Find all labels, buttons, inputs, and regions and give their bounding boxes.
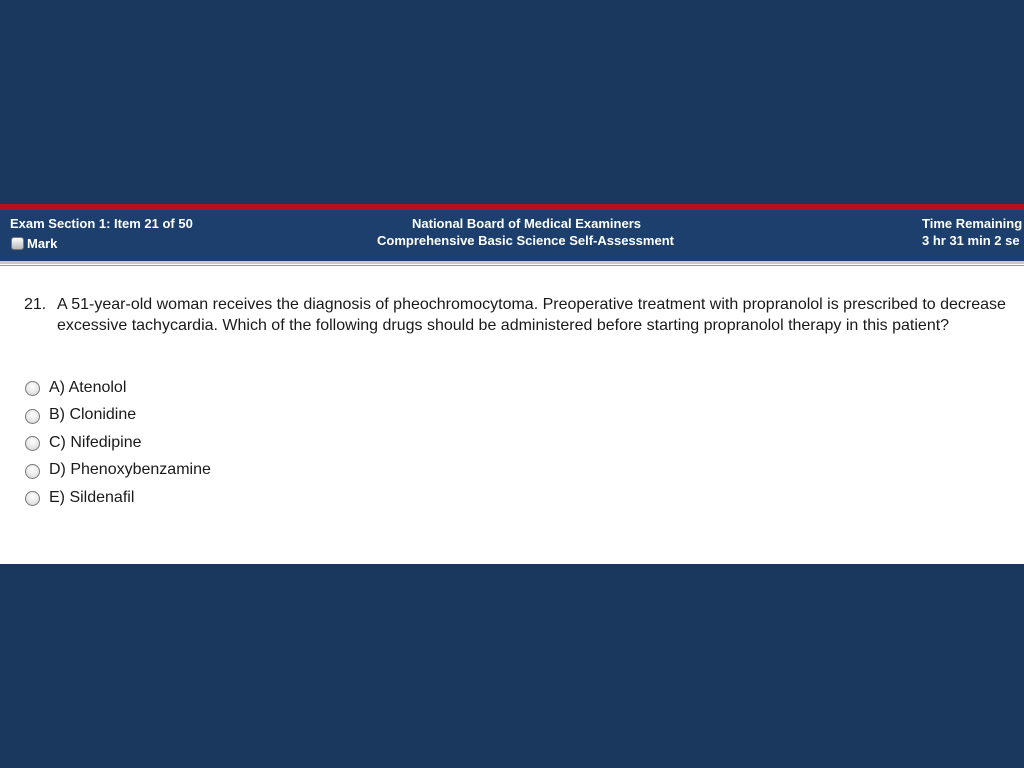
radio-button-icon[interactable] [25, 436, 40, 451]
choice-label: C) Nifedipine [49, 433, 142, 451]
exam-header [0, 210, 1024, 261]
radio-button-icon[interactable] [25, 464, 40, 479]
org-name: National Board of Medical Examiners [412, 216, 642, 231]
question-text [24, 294, 1014, 336]
answer-choice-b[interactable] [25, 402, 211, 430]
choice-label: D) Phenoxybenzamine [49, 461, 211, 479]
mark-label: Mark [27, 236, 58, 251]
question-stem: A 51-year-old woman receives the diagnosis of pheochromocytoma. Preoperative treatment with propranolol is prescribed to decrease excessive tachycardia. Which of the following drugs should be administered before starting propranolol therapy in this patient? [57, 296, 1006, 334]
answer-choice-d[interactable] [25, 457, 211, 485]
mark-toggle[interactable] [11, 236, 57, 251]
answer-choices [25, 374, 211, 512]
mark-checkbox-icon[interactable] [11, 237, 24, 250]
answer-choice-a[interactable] [25, 374, 211, 402]
answer-choice-c[interactable] [25, 429, 211, 457]
radio-button-icon[interactable] [25, 381, 40, 396]
item-counter: Exam Section 1: Item 21 of 50 [10, 216, 193, 231]
header-divider-shadow [0, 265, 1024, 266]
choice-label: E) Sildenafil [49, 488, 135, 506]
header-divider [0, 261, 1024, 264]
radio-button-icon[interactable] [25, 409, 40, 424]
choice-label: A) Atenolol [49, 378, 127, 396]
time-remaining-label: Time Remaining [922, 216, 1023, 231]
exam-panel [0, 204, 1024, 564]
radio-button-icon[interactable] [25, 491, 40, 506]
question-number: 21. [24, 296, 47, 313]
choice-label: B) Clonidine [49, 406, 137, 424]
answer-choice-e[interactable] [25, 484, 211, 512]
time-remaining-value: 3 hr 31 min 2 se [922, 233, 1020, 248]
exam-title: Comprehensive Basic Science Self-Assessment [377, 233, 674, 248]
